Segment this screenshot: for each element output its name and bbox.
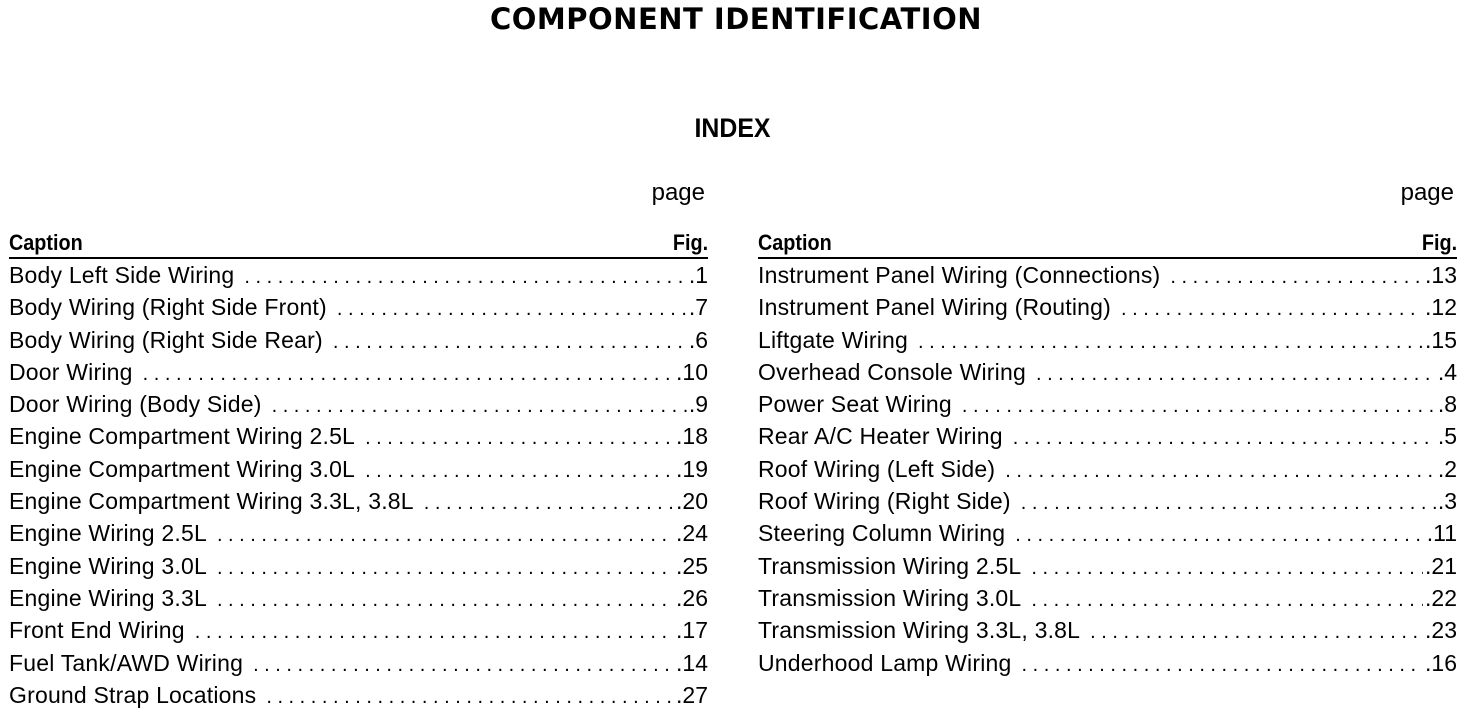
- entry-caption: Roof Wiring (Right Side): [758, 488, 1011, 515]
- entry-fig-number: .13: [1425, 262, 1457, 288]
- dot-leader: [333, 326, 687, 358]
- entry-fig-number: .27: [676, 681, 708, 708]
- entry-fig-number: .3: [1437, 488, 1457, 515]
- index-entry: [758, 453, 1457, 485]
- index-entry: [758, 388, 1457, 420]
- index-entry: [758, 517, 1457, 549]
- entry-fig-number: .15: [1425, 326, 1457, 353]
- fig-header: Fig.: [1421, 230, 1457, 255]
- index-entry: [758, 356, 1457, 388]
- index-entry: [9, 453, 708, 485]
- dot-leader: [217, 584, 674, 616]
- fig-header: Fig.: [672, 230, 708, 255]
- entry-caption: Engine Compartment Wiring 3.3L, 3.8L: [9, 488, 414, 515]
- entry-caption: Instrument Panel Wiring (Routing): [758, 294, 1112, 321]
- entry-caption: Body Left Side Wiring: [9, 262, 235, 288]
- entry-fig-number: .25: [676, 552, 708, 579]
- index-entry: [758, 485, 1457, 517]
- dot-leader: [1005, 455, 1436, 487]
- entry-caption: Body Wiring (Right Side Rear): [9, 326, 323, 353]
- entry-caption: Roof Wiring (Left Side): [758, 455, 996, 482]
- entry-caption: Door Wiring (Body Side): [9, 391, 262, 418]
- dot-leader: [1121, 293, 1423, 325]
- entry-caption: Overhead Console Wiring: [758, 358, 1026, 385]
- entry-caption: Fuel Tank/AWD Wiring: [9, 649, 244, 676]
- entry-fig-number: .20: [676, 488, 708, 515]
- page-title: COMPONENT IDENTIFICATION: [489, 2, 982, 36]
- entry-caption: Door Wiring: [9, 358, 133, 385]
- index-list: [9, 259, 708, 711]
- entry-fig-number: .7: [688, 294, 708, 321]
- entry-fig-number: .22: [1425, 584, 1457, 611]
- dot-leader: [424, 487, 674, 519]
- index-entry: [9, 324, 708, 356]
- entry-fig-number: .24: [676, 520, 708, 547]
- index-entry: [758, 550, 1457, 582]
- index-entry: [758, 582, 1457, 614]
- dot-leader: [244, 261, 686, 293]
- entry-caption: Body Wiring (Right Side Front): [9, 294, 327, 321]
- entry-fig-number: .26: [676, 584, 708, 611]
- entry-caption: Engine Compartment Wiring 3.0L: [9, 455, 356, 482]
- entry-fig-number: .1: [688, 262, 708, 288]
- entry-fig-number: .6: [688, 326, 708, 353]
- entry-fig-number: .2: [1437, 455, 1457, 482]
- entry-fig-number: .11: [1426, 520, 1457, 547]
- index-entry: [9, 517, 708, 549]
- index-entry: [758, 291, 1457, 323]
- index-entry: [9, 388, 708, 420]
- index-entry: [758, 614, 1457, 646]
- index-entry: [758, 324, 1457, 356]
- dot-leader: [217, 552, 674, 584]
- index-entry: [9, 259, 708, 291]
- entry-caption: Transmission Wiring 3.0L: [758, 584, 1022, 611]
- index-list: [758, 259, 1457, 679]
- index-column-left: [9, 178, 708, 711]
- entry-fig-number: .9: [688, 391, 708, 418]
- dot-leader: [253, 649, 674, 681]
- entry-fig-number: .21: [1425, 552, 1457, 579]
- entry-caption: Transmission Wiring 2.5L: [758, 552, 1022, 579]
- entry-caption: Engine Wiring 2.5L: [9, 520, 207, 547]
- dot-leader: [1090, 616, 1423, 648]
- index-heading: INDEX: [694, 113, 771, 143]
- index-entry: [9, 582, 708, 614]
- entry-fig-number: .8: [1437, 391, 1457, 418]
- entry-fig-number: .5: [1437, 423, 1457, 450]
- entry-caption: Steering Column Wiring: [758, 520, 1006, 547]
- index-entry: [758, 259, 1457, 291]
- index-entry: [9, 291, 708, 323]
- page-label: page: [1400, 179, 1454, 206]
- dot-leader: [1170, 261, 1423, 293]
- dot-leader: [337, 293, 687, 325]
- page-label: page: [651, 179, 705, 206]
- dot-leader: [365, 422, 674, 454]
- entry-caption: Instrument Panel Wiring (Connections): [758, 262, 1161, 288]
- dot-leader: [1031, 584, 1423, 616]
- entry-caption: Front End Wiring: [9, 617, 185, 644]
- entry-fig-number: .10: [676, 358, 708, 385]
- dot-leader: [1013, 422, 1436, 454]
- dot-leader: [195, 616, 674, 648]
- entry-fig-number: .4: [1437, 358, 1457, 385]
- entry-fig-number: .19: [676, 455, 708, 482]
- dot-leader: [272, 390, 687, 422]
- column-header: [9, 228, 708, 259]
- index-entry: [9, 420, 708, 452]
- dot-leader: [962, 390, 1436, 422]
- entry-fig-number: .16: [1425, 649, 1457, 676]
- entry-caption: Power Seat Wiring: [758, 391, 952, 418]
- entry-fig-number: .12: [1425, 294, 1457, 321]
- dot-leader: [143, 358, 674, 390]
- dot-leader: [1015, 519, 1424, 551]
- column-header: [758, 228, 1457, 259]
- index-entry: [758, 420, 1457, 452]
- entry-caption: Rear A/C Heater Wiring: [758, 423, 1003, 450]
- dot-leader: [365, 455, 674, 487]
- entry-caption: Underhood Lamp Wiring: [758, 649, 1012, 676]
- index-entry: [9, 356, 708, 388]
- index-column-right: [758, 178, 1457, 679]
- dot-leader: [1022, 649, 1424, 681]
- entry-caption: Liftgate Wiring: [758, 326, 909, 353]
- index-entry: [9, 647, 708, 679]
- index-entry: [758, 647, 1457, 679]
- dot-leader: [266, 681, 674, 713]
- entry-fig-number: .23: [1425, 617, 1457, 644]
- index-entry: [9, 485, 708, 517]
- dot-leader: [1036, 358, 1436, 390]
- entry-caption: Engine Wiring 3.3L: [9, 584, 207, 611]
- dot-leader: [918, 326, 1423, 358]
- entry-fig-number: .14: [676, 649, 708, 676]
- entry-fig-number: .17: [676, 617, 708, 644]
- dot-leader: [1031, 552, 1423, 584]
- index-entry: [9, 550, 708, 582]
- index-entry: [9, 679, 708, 711]
- entry-caption: Ground Strap Locations: [9, 681, 257, 708]
- entry-caption: Engine Wiring 3.0L: [9, 552, 207, 579]
- dot-leader: [217, 519, 674, 551]
- entry-caption: Transmission Wiring 3.3L, 3.8L: [758, 617, 1081, 644]
- entry-caption: Engine Compartment Wiring 2.5L: [9, 423, 356, 450]
- caption-header: Caption: [9, 230, 83, 255]
- caption-header: Caption: [758, 230, 832, 255]
- dot-leader: [1021, 487, 1436, 519]
- index-entry: [9, 614, 708, 646]
- entry-fig-number: .18: [676, 423, 708, 450]
